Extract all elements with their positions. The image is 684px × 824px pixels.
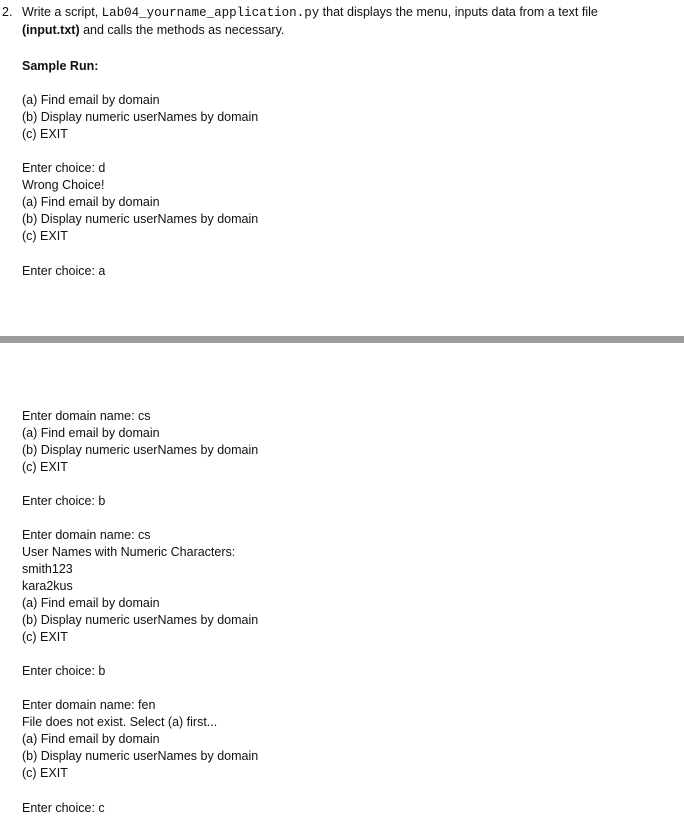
output-line: (b) Display numeric userNames by domain xyxy=(22,212,259,226)
question-number: 2. xyxy=(2,5,13,19)
output-line: (a) Find email by domain xyxy=(22,732,160,746)
output-line: File does not exist. Select (a) first... xyxy=(22,715,218,729)
question-text-before: Write a script, xyxy=(22,5,102,19)
output-block-4 xyxy=(22,408,662,476)
question-text xyxy=(22,4,677,39)
question-text-end: and calls the methods as necessary. xyxy=(79,23,285,37)
output-line: (c) EXIT xyxy=(22,229,68,243)
output-line: (a) Find email by domain xyxy=(22,426,160,440)
output-line: Enter domain name: cs xyxy=(22,528,151,542)
output-line: Wrong Choice! xyxy=(22,178,105,192)
output-line: (b) Display numeric userNames by domain xyxy=(22,613,259,627)
output-block-6 xyxy=(22,527,662,646)
output-line: (a) Find email by domain xyxy=(22,195,160,209)
input-file-name: (input.txt) xyxy=(22,23,80,37)
output-line: Enter domain name: cs xyxy=(22,409,151,423)
output-line: kara2kus xyxy=(22,579,73,593)
output-block-7 xyxy=(22,663,662,680)
output-line: (c) EXIT xyxy=(22,460,68,474)
output-line: (b) Display numeric userNames by domain xyxy=(22,443,259,457)
question-text-after: that displays the menu, inputs data from a text file xyxy=(319,5,598,19)
output-block-3 xyxy=(22,263,662,280)
output-line: (a) Find email by domain xyxy=(22,596,160,610)
output-block-1 xyxy=(22,92,662,143)
output-line: User Names with Numeric Characters: xyxy=(22,545,236,559)
output-line: (a) Find email by domain xyxy=(22,93,160,107)
output-block-8 xyxy=(22,697,662,782)
output-line: Enter choice: c xyxy=(22,801,105,815)
output-line: Enter domain name: fen xyxy=(22,698,156,712)
output-line: (c) EXIT xyxy=(22,127,68,141)
output-line: Enter choice: b xyxy=(22,494,106,508)
output-block-2 xyxy=(22,160,662,245)
output-block-9 xyxy=(22,800,662,817)
page-divider xyxy=(0,336,684,343)
output-line: Enter choice: d xyxy=(22,161,106,175)
script-filename: Lab04_yourname_application.py xyxy=(101,6,320,20)
output-line: (b) Display numeric userNames by domain xyxy=(22,749,259,763)
sample-run-label: Sample Run: xyxy=(22,59,99,73)
output-line: (c) EXIT xyxy=(22,766,68,780)
output-line: Enter choice: b xyxy=(22,664,106,678)
output-line: (b) Display numeric userNames by domain xyxy=(22,110,259,124)
output-line: (c) EXIT xyxy=(22,630,68,644)
output-line: smith123 xyxy=(22,562,73,576)
output-line: Enter choice: a xyxy=(22,264,106,278)
output-block-5 xyxy=(22,493,662,510)
